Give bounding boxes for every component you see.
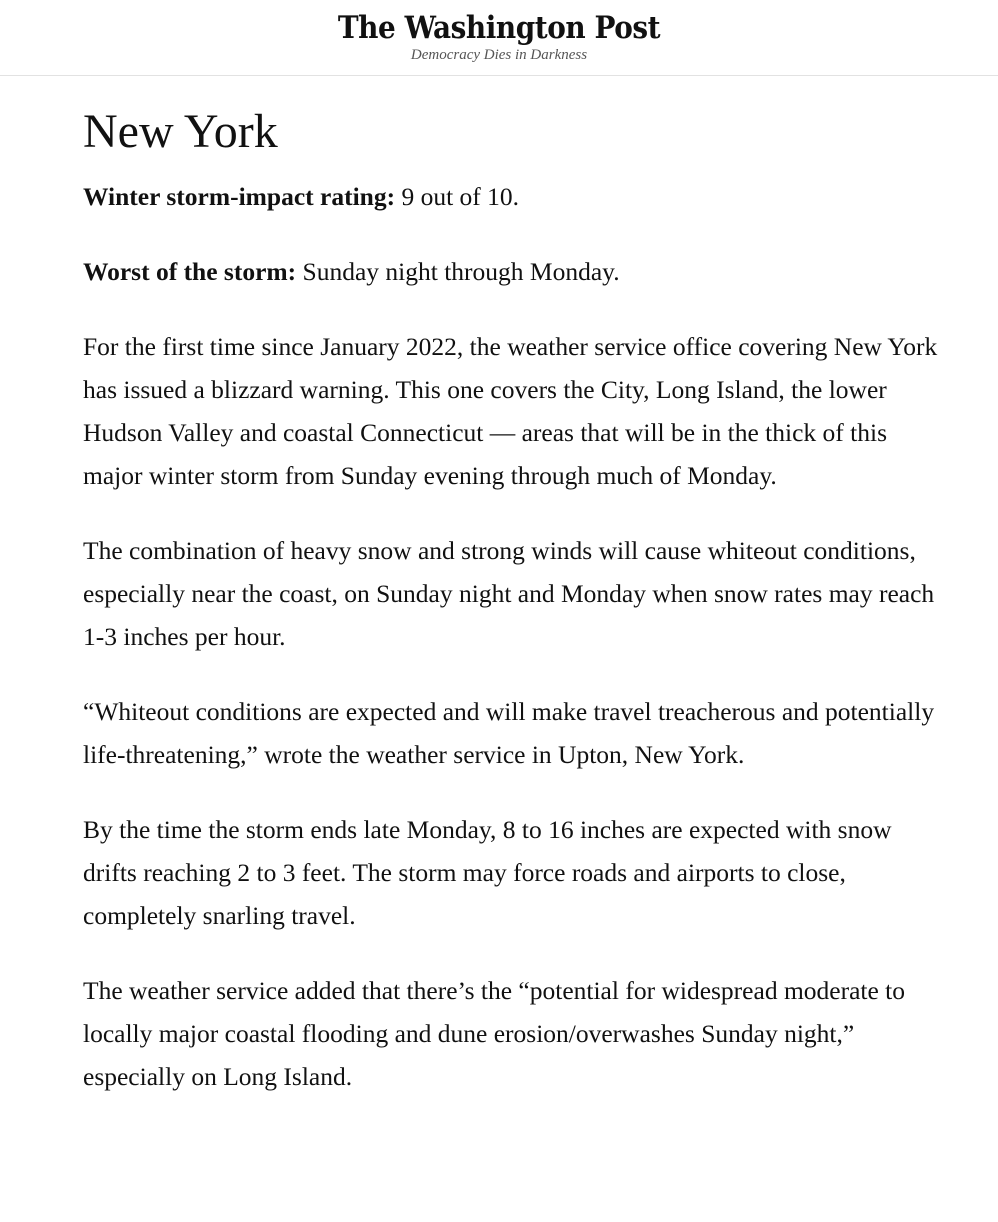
worst-of-storm-value: Sunday night through Monday. <box>296 257 620 286</box>
paragraph-weather-service-quote: “Whiteout conditions are expected and will make travel treacherous and potentially life-threatening,” wrote the weather service in Upton, New York. <box>83 697 935 769</box>
worst-of-storm <box>83 250 943 293</box>
impact-rating <box>83 175 943 218</box>
impact-rating-value: 9 out of 10. <box>395 182 520 211</box>
section-headline: New York <box>83 105 278 158</box>
paragraph-snow-totals: By the time the storm ends late Monday, 8 to 16 inches are expected with snow drifts reaching 2 to 3 feet. The storm may force roads and airports to close, completely snarling travel. <box>83 815 892 930</box>
impact-rating-label: Winter storm-impact rating: <box>83 182 396 211</box>
masthead <box>0 0 998 76</box>
worst-of-storm-label: Worst of the storm: <box>83 257 297 286</box>
paragraph-coastal-flooding: The weather service added that there’s the “potential for widespread moderate to locally major coastal flooding and dune erosion/overwashes Sunday night,” especially on Long Island. <box>83 976 906 1091</box>
masthead-tagline: Democracy Dies in Darkness <box>410 47 588 63</box>
washington-post-logo[interactable]: The Washington Post <box>337 10 661 46</box>
paragraph-whiteout-conditions: The combination of heavy snow and strong winds will cause whiteout conditions, especially near the coast, on Sunday night and Monday when snow rates may reach 1-3 inches per hour. <box>83 536 935 651</box>
paragraph-blizzard-warning: For the first time since January 2022, the weather service office covering New York has issued a blizzard warning. This one covers the City, Long Island, the lower Hudson Valley and coastal Connecticut — areas that will be in the thick of this major winter storm from Sunday evening through much of Monday. <box>83 332 938 490</box>
article-body <box>83 101 943 1098</box>
